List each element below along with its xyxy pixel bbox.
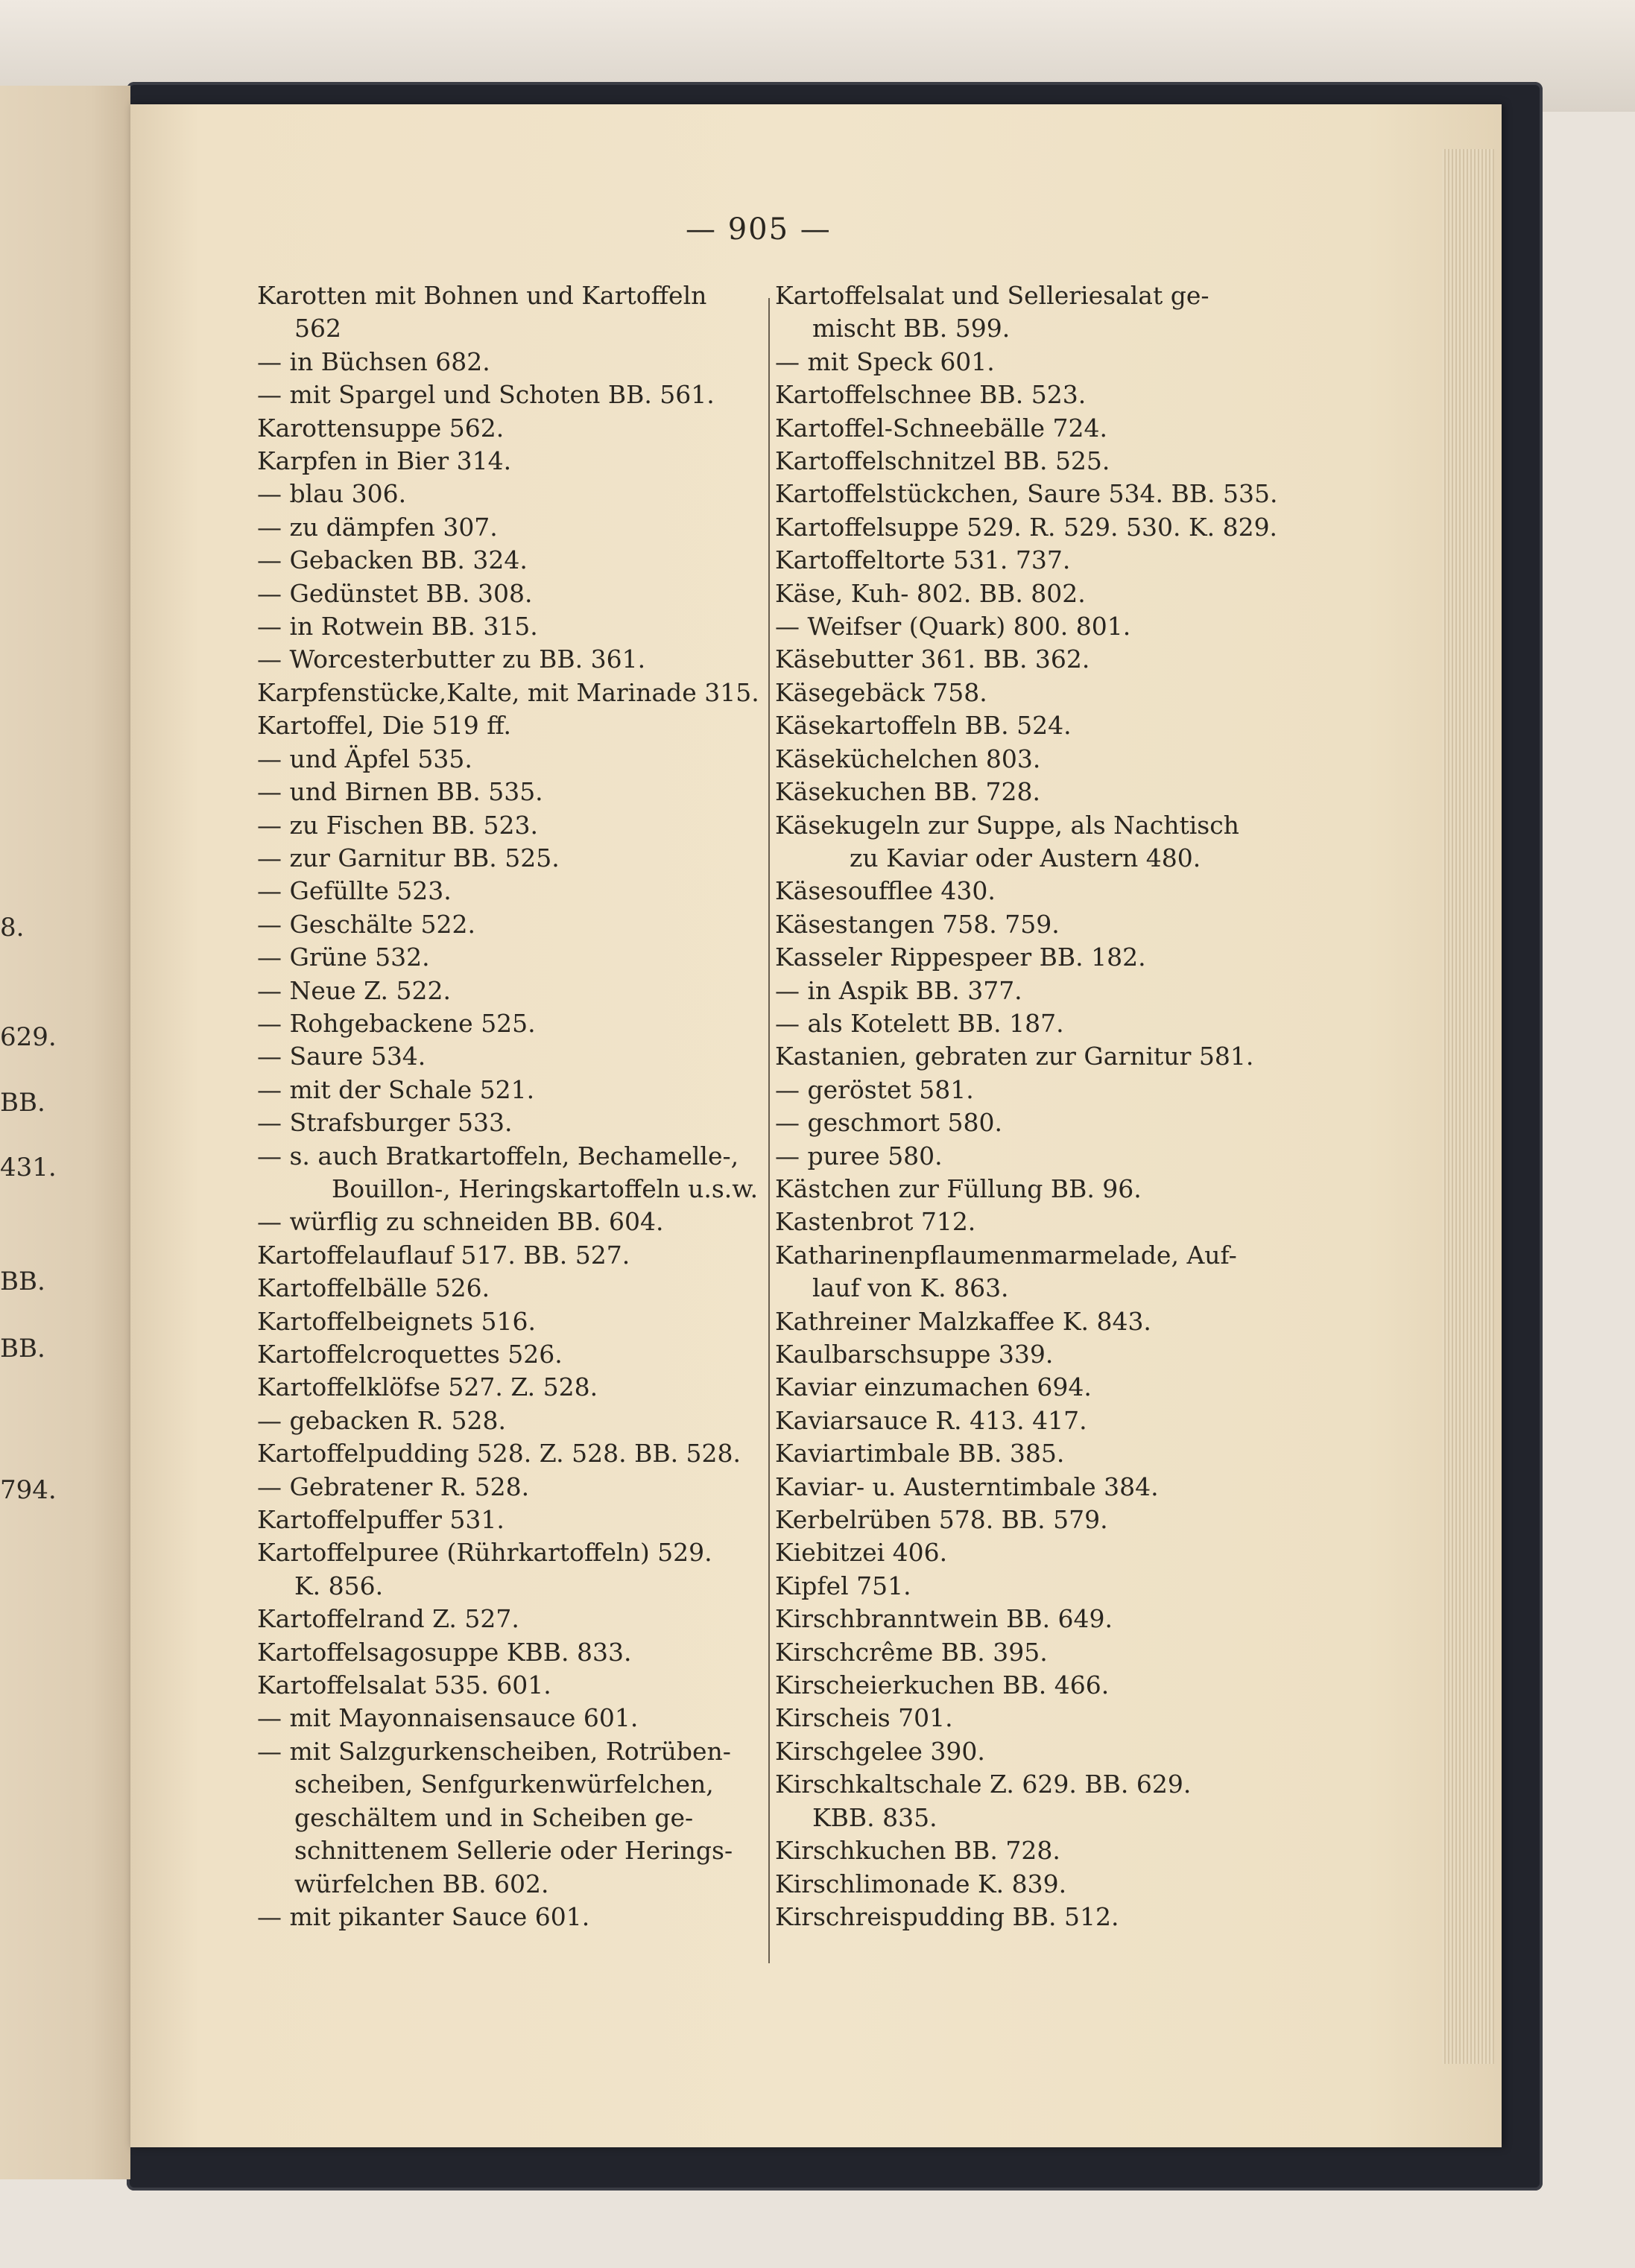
index-entry: — Gebacken BB. 324. [257,545,528,575]
index-entry: Bouillon-, Heringskartoffeln u.s.w. [332,1173,759,1203]
index-entry: mischt BB. 599. [812,314,1011,343]
index-entry: Kartoffeltorte 531. 737. [775,545,1071,575]
index-entry: Kaulbarschsuppe 339. [775,1340,1054,1369]
index-entry: Kipfel 751. [775,1571,911,1600]
index-entry: 562 [294,314,341,343]
index-entry: Kartoffel-Schneebälle 724. [775,413,1107,443]
index-entry: Kirscheierkuchen BB. 466. [775,1670,1110,1700]
index-entry: — Rohgebackene 525. [257,1008,536,1038]
index-entry: — blau 306. [257,479,407,509]
index-entry: Kaviartimbale BB. 385. [775,1439,1065,1469]
index-entry: — Strafsburger 533. [257,1108,513,1138]
index-entry: — zu Fischen BB. 523. [257,810,538,840]
index-entry: Kartoffelpuffer 531. [257,1505,505,1535]
index-entry: Käsebutter 361. BB. 362. [775,644,1090,674]
index-entry: Kasseler Rippespeer BB. 182. [775,943,1146,972]
left-page-fragment: BB. [0,1088,45,1118]
index-entry: — gebacken R. 528. [257,1405,506,1435]
index-entry: — Gedünstet BB. 308. [257,578,533,608]
index-entry: Kartoffelbälle 526. [257,1273,490,1303]
index-entry: — s. auch Bratkartoffeln, Bechamelle-, [257,1141,739,1171]
index-entry: Kaviar- u. Austerntimbale 384. [775,1472,1159,1501]
index-entry: Kartoffelpuree (Rührkartoffeln) 529. [257,1538,712,1568]
index-entry: — mit Mayonnaisensauce 601. [257,1703,639,1733]
index-entry: Kirschkuchen BB. 728. [775,1836,1060,1866]
index-entry: Käsekartoffeln BB. 524. [775,711,1072,741]
left-page-fragment: BB. [0,1267,45,1296]
index-entry: — geschmort 580. [775,1108,1002,1138]
index-entry: — mit pikanter Sauce 601. [257,1901,590,1931]
index-entry: Kiebitzei 406. [775,1538,948,1568]
index-entry: Kartoffelsuppe 529. R. 529. 530. K. 829. [775,512,1278,542]
index-entry: — mit Spargel und Schoten BB. 561. [257,380,715,410]
index-entry: — in Rotwein BB. 315. [257,612,538,642]
index-entry: Kartoffel, Die 519 ff. [257,711,512,741]
index-entry: Kaviarsauce R. 413. 417. [775,1405,1087,1435]
index-entry: — geröstet 581. [775,1074,974,1104]
index-entry: Kaviar einzumachen 694. [775,1372,1092,1402]
index-entry: KBB. 835. [812,1802,937,1832]
index-entry: Käseküchelchen 803. [775,744,1041,773]
index-entry: Kartoffelauflauf 517. BB. 527. [257,1240,630,1270]
index-entry: Kartoffelklöfse 527. Z. 528. [257,1372,598,1402]
index-entry: K. 856. [294,1571,384,1600]
left-page-fragment: 794. [0,1475,57,1505]
index-entry: Kirschlimonade K. 839. [775,1869,1067,1898]
index-entry: — und Äpfel 535. [257,744,472,773]
index-entry: Kartoffelstückchen, Saure 534. BB. 535. [775,479,1278,509]
index-entry: schnittenem Sellerie oder Herings- [294,1836,733,1866]
index-entry: Karpfenstücke,Kalte, mit Marinade 315. [257,677,759,707]
index-entry: Käsekugeln zur Suppe, als Nachtisch [775,810,1239,840]
index-entry: Kartoffelcroquettes 526. [257,1340,563,1369]
index-entry: Käsestangen 758. 759. [775,909,1060,939]
index-entry: zu Kaviar oder Austern 480. [850,843,1201,872]
index-entry: — Grüne 532. [257,943,430,972]
index-entry: Karotten mit Bohnen und Kartoffeln [257,281,707,310]
index-entry: Kirschcrême BB. 395. [775,1637,1048,1667]
index-entry: Kartoffelschnitzel BB. 525. [775,446,1110,476]
index-entry: Kerbelrüben 578. BB. 579. [775,1505,1108,1535]
index-entry: Kartoffelschnee BB. 523. [775,380,1087,410]
page-edge-stack [1442,149,1494,2064]
index-entry: — Gebratener R. 528. [257,1472,530,1501]
index-entry: Kartoffelsagosuppe KBB. 833. [257,1637,632,1667]
index-entry: Kirschkaltschale Z. 629. BB. 629. [775,1770,1192,1799]
index-entry: Kartoffelsalat 535. 601. [257,1670,551,1700]
left-page-fragment: 8. [0,913,25,943]
index-entry: Kirschbranntwein BB. 649. [775,1604,1113,1634]
index-entry: Kartoffelrand Z. 527. [257,1604,519,1634]
index-entry: Kästchen zur Füllung BB. 96. [775,1173,1142,1203]
index-column-left [257,279,771,1933]
index-entry: Käsegebäck 758. [775,677,987,707]
index-entry: — Neue Z. 522. [257,975,451,1005]
index-entry: Käsesoufflee 430. [775,876,996,906]
index-entry: — Geschälte 522. [257,909,476,939]
index-entry: — in Aspik BB. 377. [775,975,1022,1005]
index-entry: Kartoffelsalat und Selleriesalat ge- [775,281,1209,310]
index-entry: — mit der Schale 521. [257,1074,535,1104]
index-entry: — Worcesterbutter zu BB. 361. [257,644,646,674]
index-entry: Kathreiner Malzkaffee K. 843. [775,1306,1151,1336]
index-entry: geschältem und in Scheiben ge- [294,1802,694,1832]
left-page-edge [0,86,130,2179]
index-entry: würfelchen BB. 602. [294,1869,549,1898]
index-entry: Kastanien, gebraten zur Garnitur 581. [775,1042,1254,1071]
index-column-right [775,279,1289,1933]
left-page-fragment: 431. [0,1153,57,1182]
index-entry: Kartoffelbeignets 516. [257,1306,537,1336]
index-entry: — mit Salzgurkenscheiben, Rotrüben- [257,1736,731,1766]
index-entry: — zur Garnitur BB. 525. [257,843,560,872]
index-entry: — puree 580. [775,1141,943,1171]
index-entry: Kirscheis 701. [775,1703,953,1733]
index-entry: Käse, Kuh- 802. BB. 802. [775,578,1086,608]
left-page-fragment: BB. [0,1334,45,1363]
index-entry: Kartoffelpudding 528. Z. 528. BB. 528. [257,1439,741,1469]
index-entry: Kirschgelee 390. [775,1736,985,1766]
index-entry: — Saure 534. [257,1042,426,1071]
index-entry: lauf von K. 863. [812,1273,1009,1303]
index-entry: Kastenbrot 712. [775,1207,976,1237]
index-entry: — Weifser (Quark) 800. 801. [775,612,1131,642]
index-entry: — zu dämpfen 307. [257,512,498,542]
index-entry: — in Büchsen 682. [257,346,490,376]
index-entry: — mit Speck 601. [775,346,995,376]
index-entry: Kirschreispudding BB. 512. [775,1901,1119,1931]
index-entry: — als Kotelett BB. 187. [775,1008,1064,1038]
index-entry: Katharinenpflaumenmarmelade, Auf- [775,1240,1237,1270]
column-divider [768,298,770,1963]
index-entry: — würflig zu schneiden BB. 604. [257,1207,664,1237]
index-entry: Karpfen in Bier 314. [257,446,512,476]
index-entry: Käsekuchen BB. 728. [775,777,1041,807]
index-entry: Karottensuppe 562. [257,413,505,443]
index-entry: scheiben, Senfgurkenwürfelchen, [294,1770,714,1799]
page-header: — 905 — [686,212,832,247]
left-page-fragment: 629. [0,1022,57,1052]
index-entry: — Gefüllte 523. [257,876,452,906]
index-entry: — und Birnen BB. 535. [257,777,543,807]
